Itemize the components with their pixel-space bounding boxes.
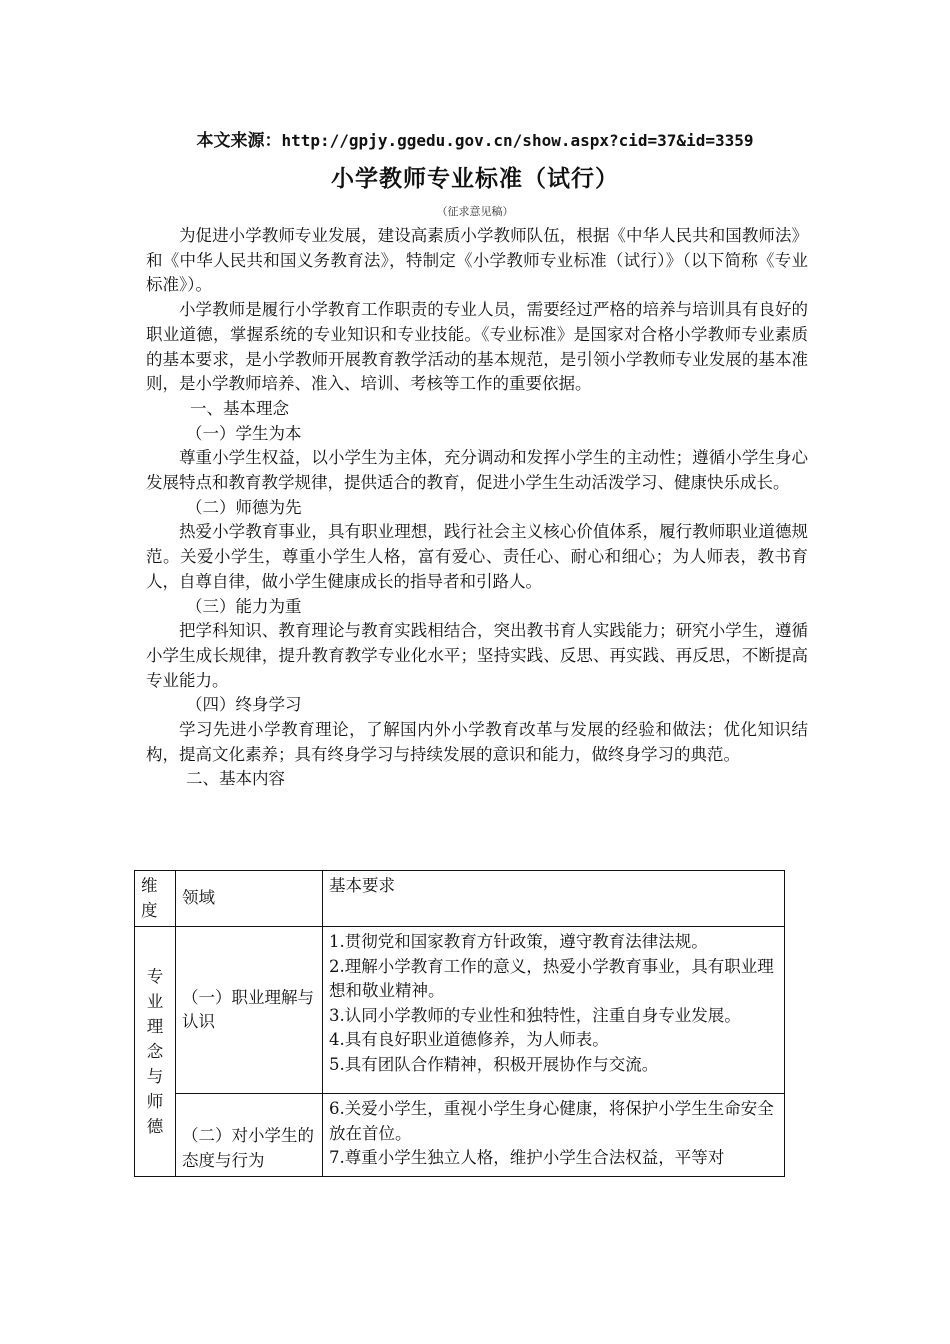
document-body [146,224,808,792]
intro-paragraph-1: 为促进小学教师专业发展，建设高素质小学教师队伍，根据《中华人民共和国教师法》和《中华人民共和国义务教育法》，特制定《小学教师专业标准（试行）》（以下简称《专业标准》）。 [146,226,808,295]
header-requirements: 基本要求 [323,871,785,927]
subsection-text: 热爱小学教育事业，具有职业理想，践行社会主义核心价值体系，履行教师职业道德规范。关爱小学生，尊重小学生人格，富有爱心、责任心、耐心和细心；为人师表，教书育人，自尊自律，做小学生健康成长的指导者和引路人。 [146,522,808,591]
section-1-heading: 一、基本理念 [190,398,289,418]
requirement-item: 5.具有团队合作精神，积极开展协作与交流。 [329,1054,659,1074]
subsection-heading: （一）学生为本 [186,423,302,443]
subsection-heading: （二）师德为先 [186,497,302,517]
document-title: 小学教师专业标准（试行） [331,165,619,192]
subsection-text: 把学科知识、教育理论与教育实践相结合，突出教书育人实践能力；研究小学生，遵循小学生成长规律，提升教育教学专业化水平；坚持实践、反思、再实践、再反思，不断提高专业能力。 [146,621,808,690]
requirement-item: 4.具有良好职业道德修养，为人师表。 [329,1030,609,1049]
subsection-heading: （三）能力为重 [186,596,302,616]
domain-cell: （二）对小学生的态度与行为 [176,1094,323,1177]
intro-paragraph-2: 小学教师是履行小学教育工作职责的专业人员，需要经过严格的培养与培训具有良好的职业道德，掌握系统的专业知识和专业技能。《专业标准》是国家对合格小学教师专业素质的基本要求，是小学教师开展教育教学活动的基本规范，是引领小学教师专业发展的基本准则，是小学教师培养、准入、培训、考核等工作的重要依据。 [146,300,808,394]
section-2-heading: 二、基本内容 [186,769,285,789]
table-row [135,1094,785,1177]
requirement-item: 6.关爱小学生，重视小学生身心健康，将保护小学生生命安全放在首位。 [329,1099,774,1143]
standards-table [134,870,785,1177]
subsection-heading: （四）终身学习 [186,695,302,715]
subsection-text: 尊重小学生权益，以小学生为主体，充分调动和发挥小学生的主动性；遵循小学生身心发展特点和教育教学规律，提供适合的教育，促进小学生生动活泼学习、健康快乐成长。 [146,448,808,493]
requirement-item: 1.贯彻党和国家教育方针政策，遵守教育法律法规。 [329,932,708,951]
table-row [135,927,785,1094]
header-domain: 领域 [176,871,323,927]
subsection-text: 学习先进小学教育理论，了解国内外小学教育改革与发展的经验和做法；优化知识结构，提高文化素养；具有终身学习与持续发展的意识和能力，做终身学习的典范。 [146,720,808,764]
source-label: 本文来源： [196,131,282,151]
header-dimension: 维度 [135,871,176,927]
source-url[interactable]: http://gpjy.ggedu.gov.cn/show.aspx?cid=37&id=3359 [281,131,754,150]
requirement-item: 3.认同小学教师的专业性和独特性，注重自身专业发展。 [329,1005,741,1025]
document-subtitle: （征求意见稿） [436,205,514,218]
table-header-row [135,871,785,927]
dimension-cell: 专业理念与师德 [135,927,176,1177]
domain-cell: （一）职业理解与认识 [176,927,323,1094]
requirements-cell [323,927,785,1094]
requirement-item: 7.尊重小学生独立人格，维护小学生合法权益，平等对 [329,1148,725,1167]
source-line [0,126,950,151]
requirement-item: 2.理解小学教育工作的意义，热爱小学教育事业，具有职业理想和敬业精神。 [329,956,774,1000]
requirements-cell [323,1094,785,1177]
